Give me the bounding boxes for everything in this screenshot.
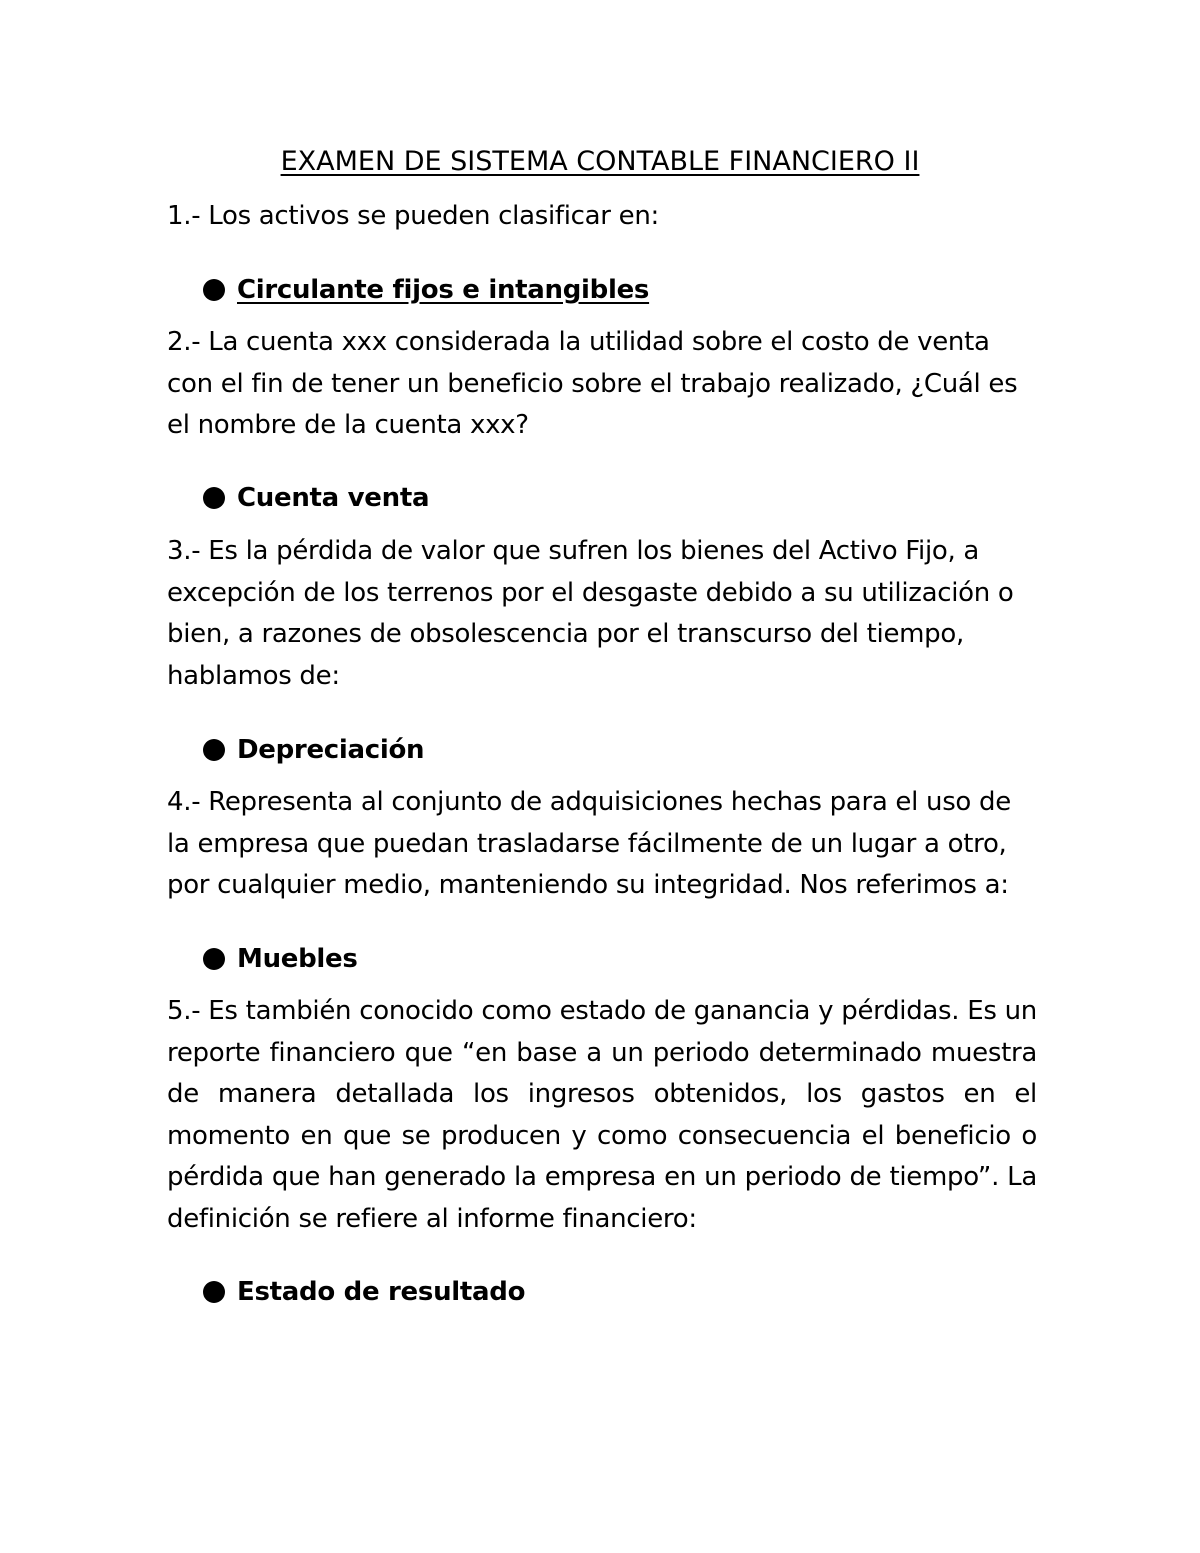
bullet-icon — [203, 1281, 225, 1303]
answer-4 — [203, 939, 358, 979]
question-4: 4.- Representa al conjunto de adquisiciones hechas para el uso de la empresa que puedan trasladarse fácilmente de un lugar a otro, por cualquier medio, manteniendo su integridad. Nos referimos a: — [167, 787, 1011, 901]
exam-title: EXAMEN DE SISTEMA CONTABLE FINANCIERO II — [280, 146, 920, 177]
bullet-icon — [203, 739, 225, 761]
answer-3 — [203, 730, 424, 770]
answer-1-text: Circulante fijos e intangibles — [237, 275, 650, 305]
answer-3-text: Depreciación — [237, 735, 425, 765]
answer-5 — [203, 1272, 525, 1312]
question-3: 3.- Es la pérdida de valor que sufren los bienes del Activo Fijo, a excepción de los terrenos por el desgaste debido a su utilización o bien, a razones de obsolescencia por el transcurso del tiempo, hablamos de: — [167, 536, 1014, 691]
bullet-icon — [203, 487, 225, 509]
bullet-icon — [203, 279, 225, 301]
question-1: 1.- Los activos se pueden clasificar en: — [167, 201, 659, 231]
answer-2 — [203, 478, 429, 518]
answer-1 — [203, 270, 649, 310]
bullet-icon — [203, 948, 225, 970]
answer-5-text: Estado de resultado — [237, 1277, 526, 1307]
answer-4-text: Muebles — [237, 944, 358, 974]
answer-2-text: Cuenta venta — [237, 483, 430, 513]
question-5: 5.- Es también conocido como estado de ganancia y pérdidas. Es un reporte financiero que “en base a un periodo determinado muestra de manera detallada los ingresos obtenidos, los gastos en el momento en que se producen y como consecuencia el beneficio o pérdida que han generado la empresa en un periodo de tiempo”. La definición se refiere al informe financiero: — [167, 996, 1037, 1234]
question-2: 2.- La cuenta xxx considerada la utilidad sobre el costo de venta con el fin de tener un beneficio sobre el trabajo realizado, ¿Cuál es el nombre de la cuenta xxx? — [167, 327, 1018, 441]
